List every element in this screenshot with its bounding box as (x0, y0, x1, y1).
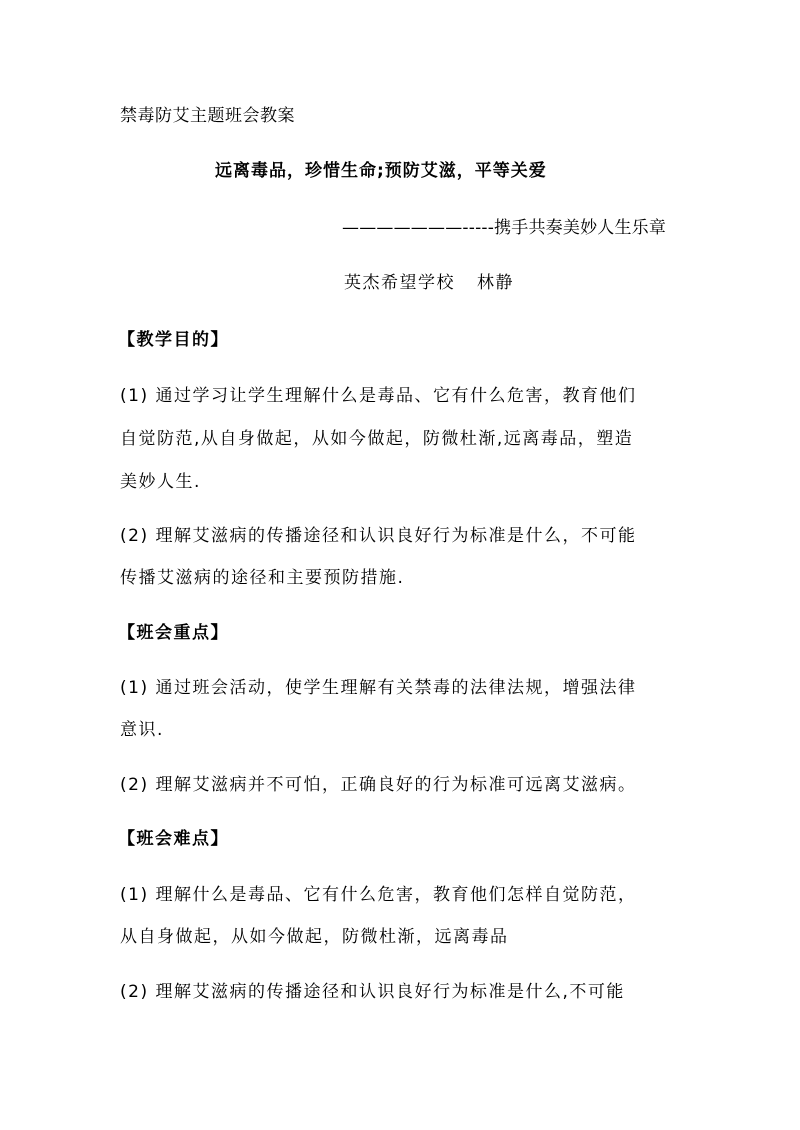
school-name: 英杰希望学校 (344, 273, 455, 293)
paragraph-line: 美妙人生. (120, 472, 201, 492)
author-name: 林静 (477, 273, 514, 293)
paragraph-line: (1) 理解什么是毒品、它有什么危害，教育他们怎样自觉防范， (120, 885, 637, 905)
paragraph-line: 从自身做起，从如今做起，防微杜渐，远离毒品 (120, 927, 509, 947)
paragraph-line: (2) 理解艾滋病的传播途径和认识良好行为标准是什么，不可能 (120, 526, 637, 546)
document-title: 禁毒防艾主题班会教案 (120, 106, 295, 126)
paragraph-line: (1) 通过班会活动，使学生理解有关禁毒的法律法规，增强法律 (120, 678, 637, 698)
paragraph-line: 传播艾滋病的途径和主要预防措施. (120, 568, 405, 588)
paragraph-line: (2) 理解艾滋病并不可怕，正确良好的行为标准可远离艾滋病。 (120, 775, 637, 795)
document-subtitle-dash-line: ———————-----携手共奏美妙人生乐章 (342, 218, 667, 238)
paragraph-line: (1) 通过学习让学生理解什么是毒品、它有什么危害，教育他们 (120, 386, 637, 406)
paragraph-line: 意识. (120, 720, 164, 740)
section-heading-teaching-goals: 【教学目的】 (118, 330, 229, 350)
document-subtitle: 远离毒品，珍惜生命;预防艾滋，平等关爱 (215, 161, 547, 181)
section-heading-key-points: 【班会重点】 (118, 623, 229, 643)
section-heading-difficulties: 【班会难点】 (118, 829, 229, 849)
paragraph-line: 自觉防范,从自身做起，从如今做起，防微杜渐,远离毒品，塑造 (120, 429, 634, 449)
paragraph-line: (2) 理解艾滋病的传播途径和认识良好行为标准是什么,不可能 (120, 982, 625, 1002)
author-line (344, 272, 514, 294)
